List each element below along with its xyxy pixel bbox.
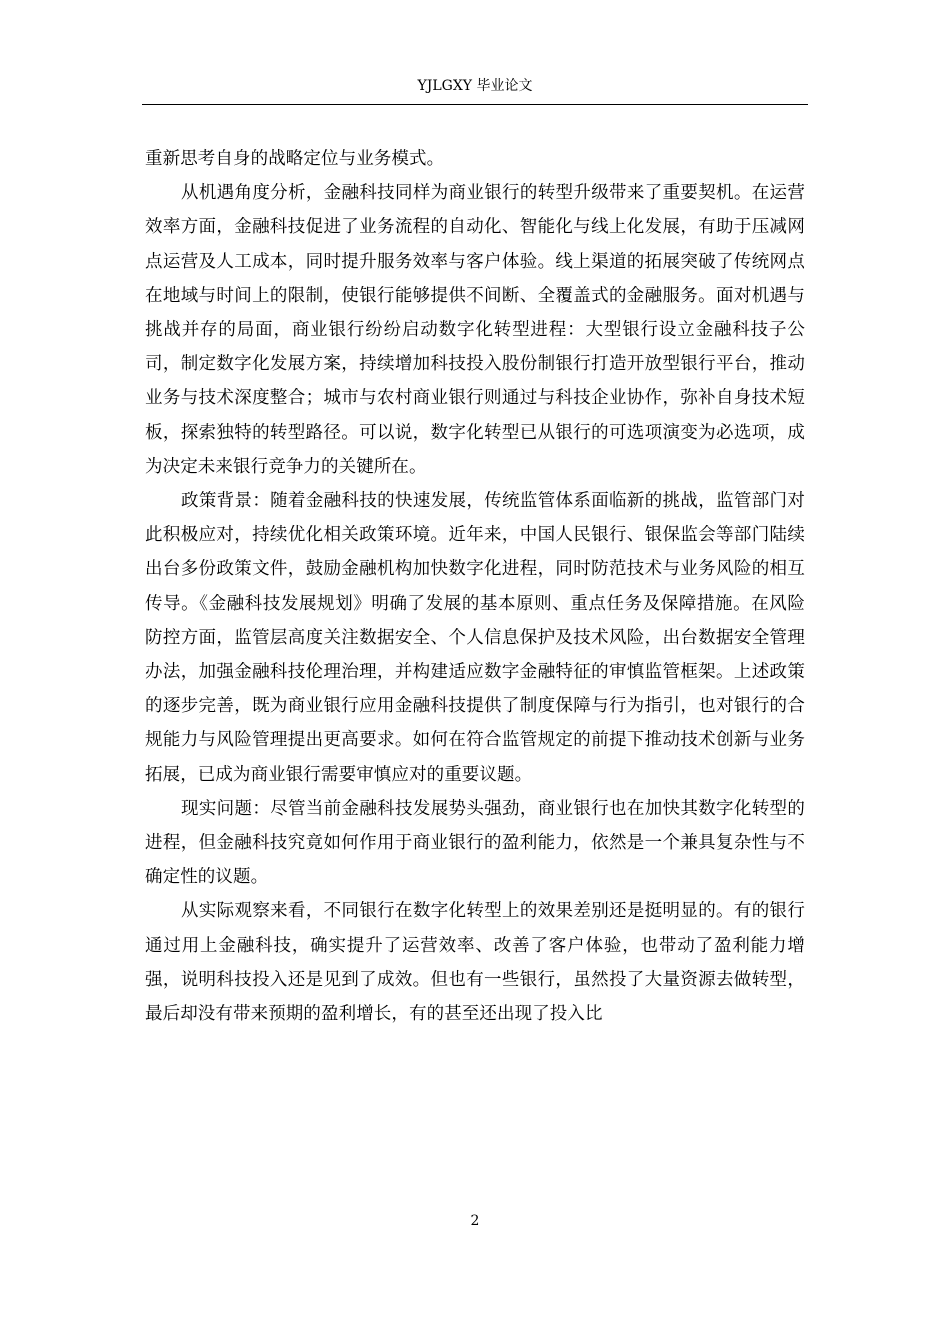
paragraph: 政策背景：随着金融科技的快速发展，传统监管体系面临新的挑战，监管部门对此积极应对，持续优化相关政策环境。近年来，中国人民银行、银保监会等部门陆续出台多份政策文件，鼓励金融机构加快数字化进程，同时防范技术与业务风险的相互传导。《金融科技发展规划》明确了发展的基本原则、重点任务及保障措施。在风险防控方面，监管层高度关注数据安全、个人信息保护及技术风险，出台数据安全管理办法，加强金融科技伦理治理，并构建适应数字金融特征的审慎监管框架。上述政策的逐步完善，既为商业银行应用金融科技提供了制度保障与行为指引，也对银行的合规能力与风险管理提出更高要求。如何在符合监管规定的前提下推动技术创新与业务拓展，已成为商业银行需要审慎应对的重要议题。 [145, 491, 805, 785]
body-text [145, 142, 805, 1031]
paragraph: 从机遇角度分析，金融科技同样为商业银行的转型升级带来了重要契机。在运营效率方面，金融科技促进了业务流程的自动化、智能化与线上化发展，有助于压减网点运营及人工成本，同时提升服务效率与客户体验。线上渠道的拓展突破了传统网点在地域与时间上的限制，使银行能够提供不间断、全覆盖式的金融服务。面对机遇与挑战并存的局面，商业银行纷纷启动数字化转型进程：大型银行设立金融科技子公司，制定数字化发展方案，持续增加科技投入股份制银行打造开放型银行平台，推动业务与技术深度整合；城市与农村商业银行则通过与科技企业协作，弥补自身技术短板，探索独特的转型路径。可以说，数字化转型已从银行的可选项演变为必选项，成为决定未来银行竞争力的关键所在。 [145, 183, 805, 477]
page-header: YJLGXY 毕业论文 [417, 78, 533, 94]
paragraph: 重新思考自身的战略定位与业务模式。 [145, 149, 445, 169]
paragraph: 从实际观察来看，不同银行在数字化转型上的效果差别还是挺明显的。有的银行通过用上金融科技，确实提升了运营效率、改善了客户体验，也带动了盈利能力增强，说明科技投入还是见到了成效。但也有一些银行，虽然投了大量资源去做转型，最后却没有带来预期的盈利增长，有的甚至还出现了投入比 [145, 901, 805, 1025]
paragraph: 现实问题：尽管当前金融科技发展势头强劲，商业银行也在加快其数字化转型的进程，但金融科技究竟如何作用于商业银行的盈利能力，依然是一个兼具复杂性与不确定性的议题。 [145, 798, 805, 888]
page-number: 2 [470, 1213, 480, 1229]
header-divider [142, 104, 808, 105]
